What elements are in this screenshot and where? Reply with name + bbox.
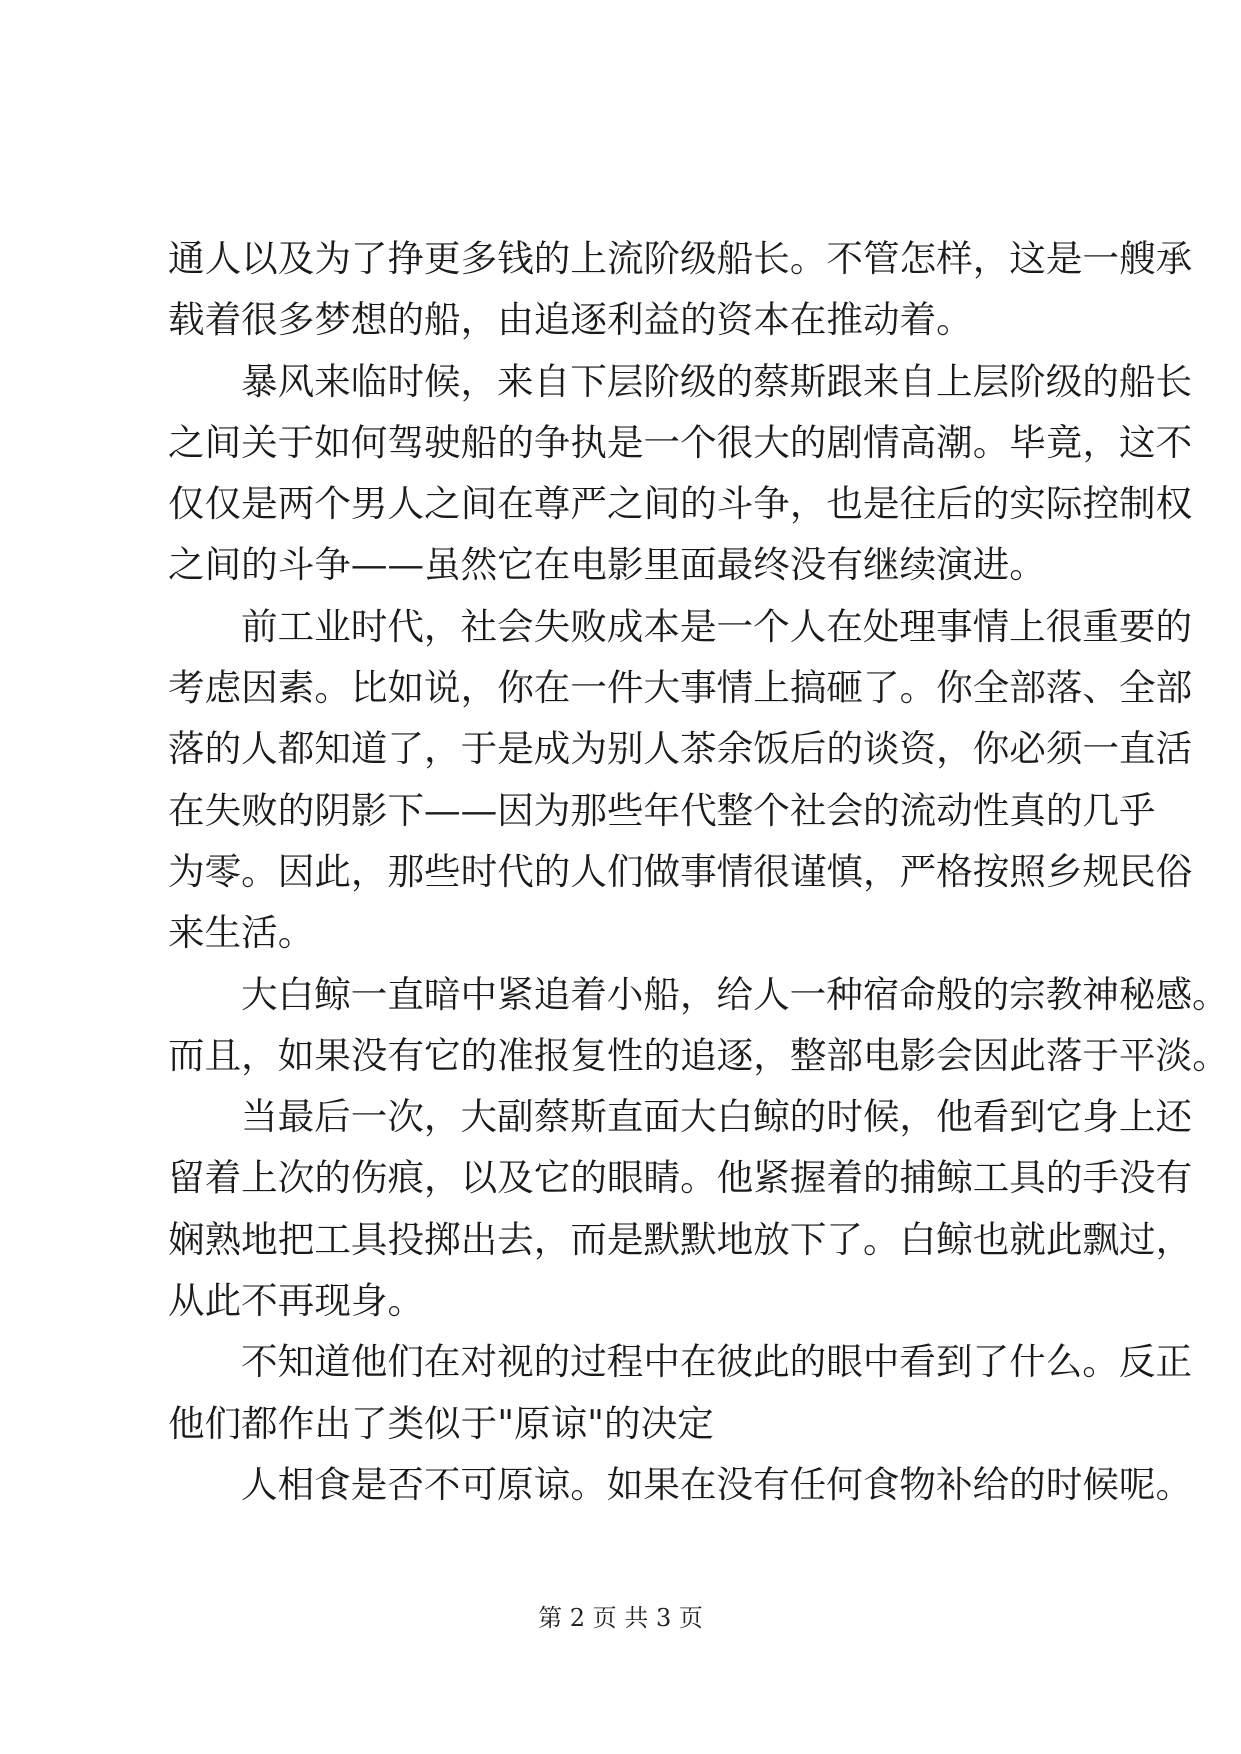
- text-line: 留着上次的伤痕，以及它的眼睛。他紧握着的捕鲸工具的手没有: [168, 1156, 1193, 1200]
- text-line: 之间关于如何驾驶船的争执是一个很大的剧情高潮。毕竟，这不: [168, 420, 1193, 464]
- text-line: 而且，如果没有它的准报复性的追逐，整部电影会因此落于平淡。: [168, 1033, 1229, 1077]
- page-number-footer: 第 2 页 共 3 页: [538, 1604, 703, 1632]
- paragraph-start-line: 大白鲸一直暗中紧追着小船，给人一种宿命般的宗教神秘感。: [241, 972, 1229, 1016]
- text-line: 为零。因此，那些时代的人们做事情很谨慎，严格按照乡规民俗: [168, 849, 1193, 893]
- text-line: 通人以及为了挣更多钱的上流阶级船长。不管怎样，这是一艘承: [168, 237, 1193, 280]
- text-line: 仅仅是两个男人之间在尊严之间的斗争，也是往后的实际控制权: [168, 482, 1193, 526]
- text-line: 之间的斗争——虽然它在电影里面最终没有继续演进。: [168, 543, 1046, 587]
- paragraph-start-line: 前工业时代，社会失败成本是一个人在处理事情上很重要的: [241, 604, 1193, 648]
- text-line: 考虑因素。比如说，你在一件大事情上搞砸了。你全部落、全部: [168, 666, 1193, 710]
- paragraph-start-line: 人相食是否不可原谅。如果在没有任何食物补给的时候呢。: [241, 1462, 1193, 1506]
- text-line: 落的人都知道了，于是成为别人茶余饭后的谈资，你必须一直活: [168, 727, 1193, 771]
- paragraph-start-line: 当最后一次，大副蔡斯直面大白鲸的时候，他看到它身上还: [241, 1095, 1193, 1139]
- text-line: 从此不再现身。: [168, 1279, 425, 1323]
- document-body: [168, 228, 1229, 1515]
- paragraph-start-line: 暴风来临时候，来自下层阶级的蔡斯跟来自上层阶级的船长: [241, 359, 1193, 403]
- text-line: 他们都作出了类似于"原谅"的决定: [168, 1401, 714, 1445]
- text-line: 载着很多梦想的船，由追逐利益的资本在推动着。: [168, 298, 973, 342]
- text-line: 在失败的阴影下——因为那些年代整个社会的流动性真的几乎: [168, 788, 1156, 832]
- text-line: 来生活。: [168, 911, 315, 955]
- text-line: 娴熟地把工具投掷出去，而是默默地放下了。白鲸也就此飘过，: [168, 1217, 1193, 1261]
- paragraph-start-line: 不知道他们在对视的过程中在彼此的眼中看到了什么。反正: [241, 1340, 1193, 1384]
